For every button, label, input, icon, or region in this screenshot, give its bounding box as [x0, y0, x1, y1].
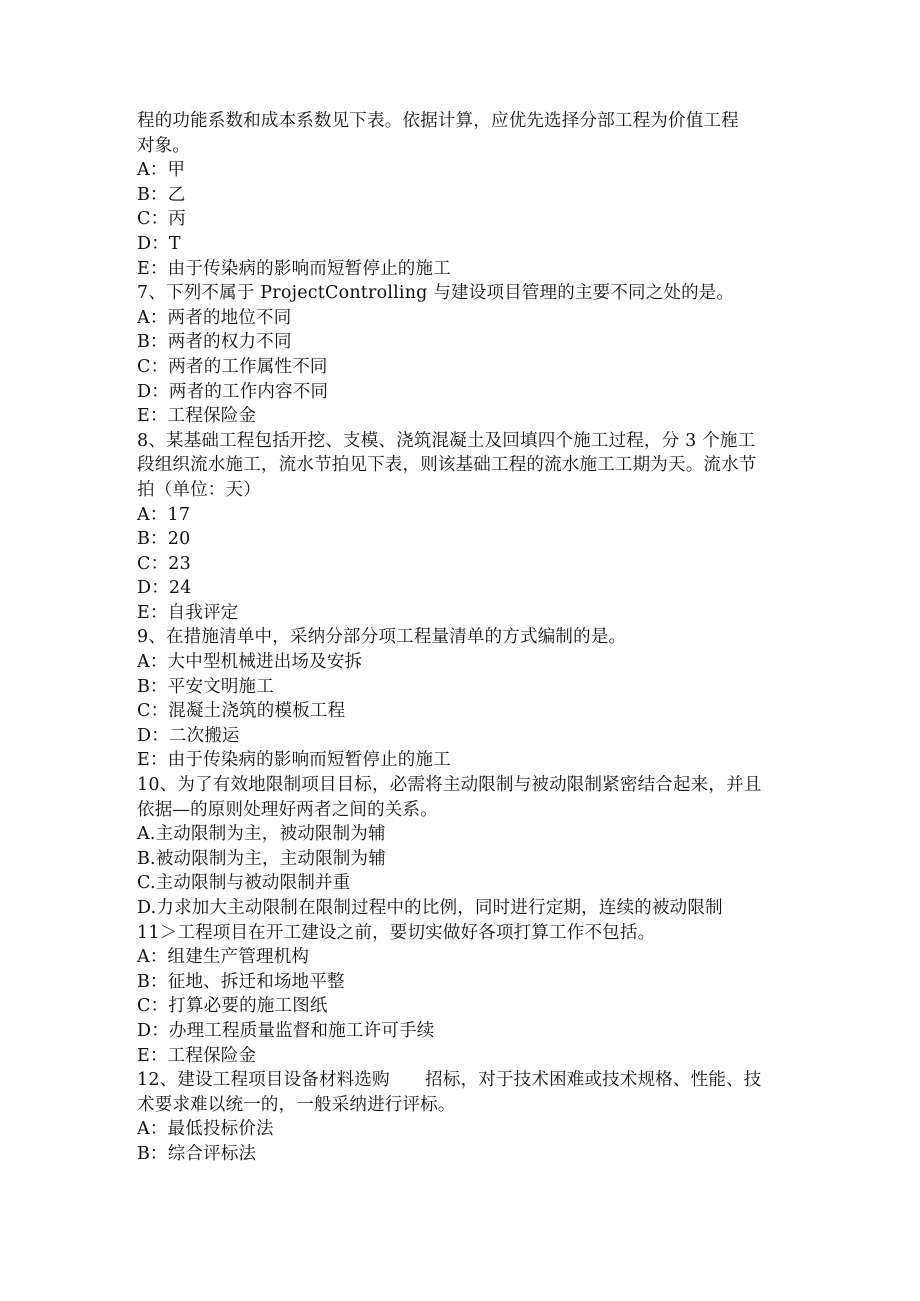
answer-option: A.主动限制为主，被动限制为辅: [137, 824, 386, 845]
answer-option: E：自我评定: [137, 602, 239, 623]
answer-option: A：组建生产管理机构: [137, 947, 310, 968]
question-q9: [137, 625, 787, 773]
answer-option: A：大中型机械进出场及安拆: [137, 652, 363, 673]
answer-option: A：甲: [137, 160, 186, 181]
answer-option: D.力求加大主动限制在限制过程中的比例，同时进行定期，连续的被动限制: [137, 898, 723, 918]
answer-option: C：混凝土浇筑的模板工程: [137, 701, 346, 722]
answer-option: D：二次搬运: [137, 725, 240, 746]
question-q6-tail: [137, 109, 787, 281]
answer-option: C：两者的工作属性不同: [137, 356, 328, 377]
answer-option: B：平安文明施工: [137, 676, 274, 697]
question-stem-line: 12、建设工程项目设备材料选购 招标，对于技术困难或技术规格、性能、技: [137, 1070, 762, 1091]
answer-option: B.被动限制为主，主动限制为辅: [137, 848, 386, 869]
question-stem-line: 段组织流水施工，流水节拍见下表，则该基础工程的流水施工工期为天。流水节: [137, 455, 757, 476]
answer-option: C：23: [137, 553, 191, 574]
answer-option: E：工程保险金: [137, 406, 257, 427]
question-q7: [137, 281, 787, 429]
question-stem-line: 8、某基础工程包括开挖、支模、浇筑混凝土及回填四个施工过程，分 3 个施工: [137, 430, 756, 451]
answer-option: C：打算必要的施工图纸: [137, 996, 328, 1017]
answer-option: B：两者的权力不同: [137, 332, 292, 353]
question-stem-line: 程的功能系数和成本系数见下表。依据计算，应优先选择分部工程为价值工程: [137, 111, 739, 131]
document-page: [137, 109, 787, 1167]
answer-option: E：由于传染病的影响而短暂停止的施工: [137, 258, 451, 279]
answer-option: B：乙: [137, 184, 186, 205]
answer-option: B：综合评标法: [137, 1143, 257, 1164]
answer-option: C.主动限制与被动限制并重: [137, 873, 351, 894]
answer-option: A：两者的地位不同: [137, 307, 292, 328]
answer-option: A：最低投标价法: [137, 1119, 274, 1140]
question-q10: [137, 773, 787, 921]
answer-option: B：20: [137, 529, 191, 550]
question-q11: [137, 921, 787, 1069]
answer-option: C：丙: [137, 209, 186, 230]
answer-option: D：T: [137, 233, 181, 254]
question-stem-line: 11＞工程项目在开工建设之前，要切实做好各项打算工作不包括。: [137, 922, 656, 943]
question-stem-line: 术要求难以统一的，一般采纳进行评标。: [137, 1094, 456, 1115]
answer-option: D：24: [137, 578, 192, 599]
answer-option: E：由于传染病的影响而短暂停止的施工: [137, 750, 451, 771]
answer-option: A：17: [137, 504, 191, 525]
answer-option: D：办理工程质量监督和施工许可手续: [137, 1020, 435, 1041]
question-stem-line: 10、为了有效地限制项目目标，必需将主动限制与被动限制紧密结合起来，并且: [137, 775, 762, 796]
answer-option: B：征地、拆迁和场地平整: [137, 971, 345, 992]
question-stem-line: 9、在措施清单中，采纳分部分项工程量清单的方式编制的是。: [137, 627, 627, 648]
answer-option: D：两者的工作内容不同: [137, 381, 329, 402]
question-stem-line: 对象。: [137, 135, 191, 156]
question-stem-line: 拍（单位：天）: [137, 479, 261, 500]
question-q8: [137, 429, 787, 626]
question-stem-line: 依据—的原则处理好两者之间的关系。: [137, 799, 438, 820]
question-q12: [137, 1068, 787, 1166]
question-stem-line: 7、下列不属于 ProjectControlling 与建设项目管理的主要不同之处的是。: [137, 283, 735, 304]
answer-option: E：工程保险金: [137, 1045, 257, 1066]
